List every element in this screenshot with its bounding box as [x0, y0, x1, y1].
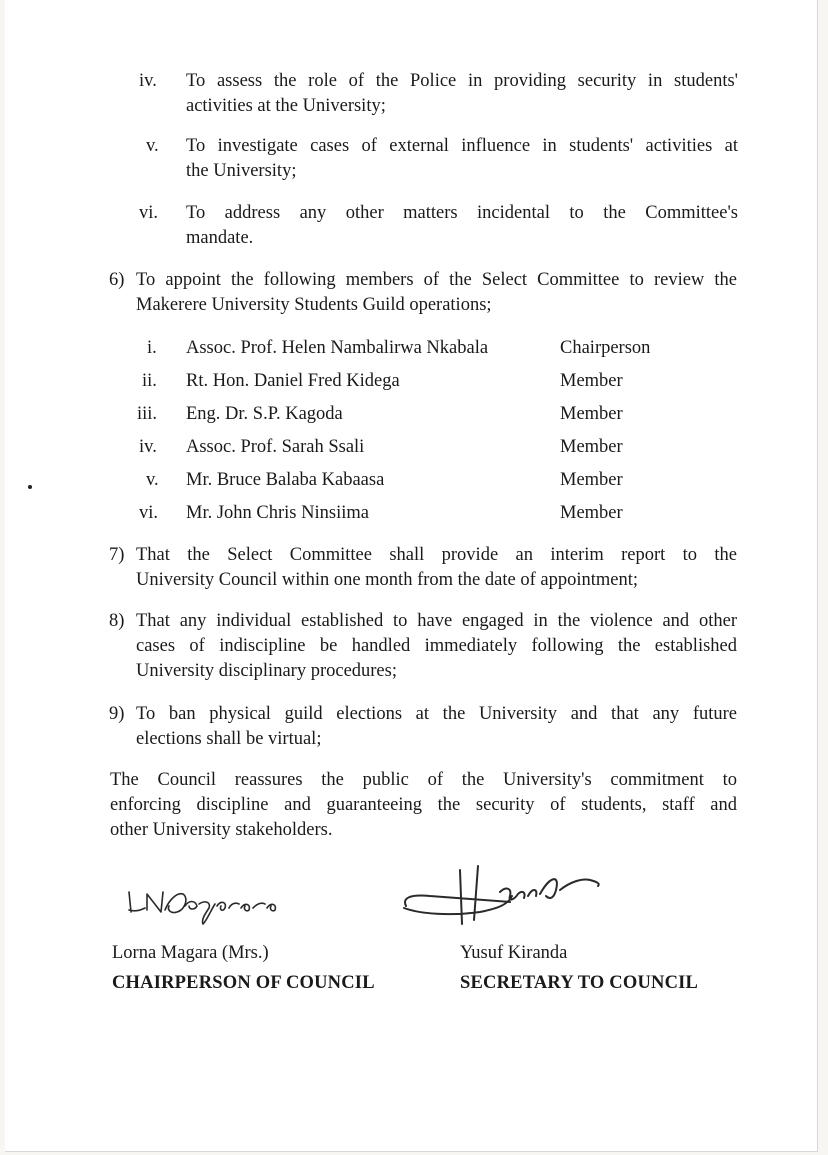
closing-text-line: enforcing discipline and guaranteeing the security of students, staff and: [110, 795, 737, 815]
member-role: Member: [560, 503, 623, 523]
member-name: Assoc. Prof. Helen Nambalirwa Nkabala: [186, 338, 489, 358]
document-page: [5, 0, 818, 1152]
resolution-text-line: elections shall be virtual;: [136, 729, 322, 749]
member-name: Mr. John Chris Ninsiima: [186, 503, 369, 523]
mandate-numeral: vi.: [139, 203, 159, 223]
mandate-text-line: To investigate cases of external influence in students' activities at: [186, 136, 738, 156]
resolution-text-line: That any individual established to have engaged in the violence and other: [136, 611, 737, 631]
signatory-title: SECRETARY TO COUNCIL: [460, 973, 699, 993]
member-name: Rt. Hon. Daniel Fred Kidega: [186, 371, 400, 391]
resolution-text-line: To appoint the following members of the Select Committee to review the: [136, 270, 737, 290]
signatory-title: CHAIRPERSON OF COUNCIL: [112, 973, 375, 993]
member-role: Member: [560, 437, 623, 457]
resolution-text-line: Makerere University Students Guild operations;: [136, 295, 492, 315]
resolution-text-line: cases of indiscipline be handled immediately following the established: [136, 636, 737, 656]
mandate-text-line: To assess the role of the Police in providing security in students': [186, 71, 738, 91]
member-numeral: iii.: [137, 404, 158, 424]
member-name: Assoc. Prof. Sarah Ssali: [186, 437, 365, 457]
resolution-text-line: To ban physical guild elections at the University and that any future: [136, 704, 737, 724]
member-name: Mr. Bruce Balaba Kabaasa: [186, 470, 385, 490]
resolution-text-line: University Council within one month from the date of appointment;: [136, 570, 638, 590]
mandate-text-line: mandate.: [186, 228, 254, 248]
resolution-number: 6): [109, 270, 125, 290]
member-role: Member: [560, 470, 623, 490]
member-numeral: i.: [147, 338, 157, 358]
member-role: Member: [560, 371, 623, 391]
closing-text-line: other University stakeholders.: [110, 820, 333, 840]
member-role: Member: [560, 404, 623, 424]
resolution-text-line: University disciplinary procedures;: [136, 661, 397, 681]
mandate-numeral: iv.: [139, 71, 157, 91]
member-numeral: ii.: [142, 371, 157, 391]
mandate-text-line: the University;: [186, 161, 297, 181]
mandate-text-line: To address any other matters incidental to the Committee's: [186, 203, 738, 223]
signatory-name: Lorna Magara (Mrs.): [112, 943, 269, 963]
signature-yusuf-kiranda: [400, 862, 605, 937]
mandate-numeral: v.: [146, 136, 159, 156]
closing-text-line: The Council reassures the public of the University's commitment to: [110, 770, 737, 790]
member-name: Eng. Dr. S.P. Kagoda: [186, 404, 343, 424]
resolution-number: 7): [109, 545, 125, 565]
resolution-number: 9): [109, 704, 125, 724]
member-numeral: iv.: [139, 437, 157, 457]
member-role: Chairperson: [560, 338, 651, 358]
signatory-name: Yusuf Kiranda: [460, 943, 568, 963]
resolution-number: 8): [109, 611, 125, 631]
member-numeral: v.: [146, 470, 159, 490]
signature-lorna-magara: [125, 880, 285, 930]
member-numeral: vi.: [139, 503, 159, 523]
scan-speck: [28, 485, 32, 489]
resolution-text-line: That the Select Committee shall provide an interim report to the: [136, 545, 737, 565]
mandate-text-line: activities at the University;: [186, 96, 386, 116]
